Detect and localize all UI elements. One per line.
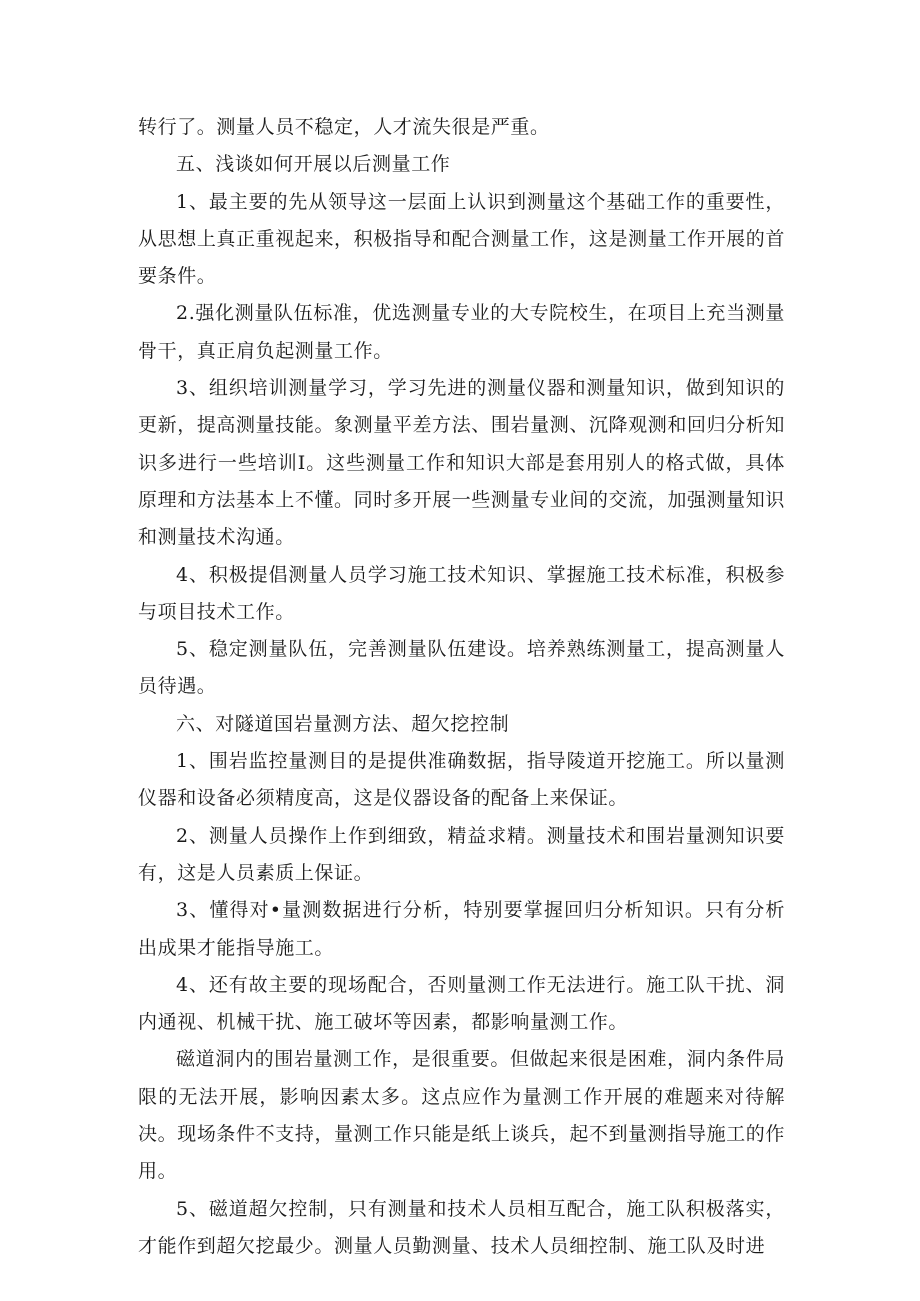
paragraph: 4、还有故主要的现场配合，否则量测工作无法进行。施工队干扰、洞内通视、机械干扰、施工破坏等因素，都影响量测工作。 xyxy=(138,973,785,1034)
paragraph: 3、懂得对•量测数据进行分析，特别要掌握回归分析知识。只有分析出成果才能指导施工。 xyxy=(138,899,785,959)
document-body xyxy=(138,109,785,1265)
paragraph: 3、组织培训测量学习，学习先进的测量仪器和测量知识，做到知识的更新，提高测量技能。象测量平差方法、围岩量测、沉降观测和回归分析知识多进行一些培训I。这些测量工作和知识大部是套用别人的格式做，具体原理和方法基本上不懂。同时多开展一些测量专业间的交流，加强测量知识和测量技术沟通。 xyxy=(138,377,785,549)
paragraph: 2.强化测量队伍标准，优选测量专业的大专院校生，在项目上充当测量骨干，真正肩负起测量工作。 xyxy=(138,302,785,362)
paragraph: 5、稳定测量队伍，完善测量队伍建设。培养熟练测量工，提高测量人员待遇。 xyxy=(138,638,785,698)
paragraph: 1、围岩监控量测目的是提供准确数据，指导陵道开挖施工。所以量测仪器和设备必须精度高，这是仪器设备的配备上来保证。 xyxy=(138,750,785,810)
section-heading-5: 五、浅谈如何开展以后测量工作 xyxy=(176,153,451,176)
paragraph: 转行了。测量人员不稳定，人才流失很是严重。 xyxy=(138,116,550,138)
paragraph: 磁道洞内的围岩量测工作，是很重要。但做起来很是困难，洞内条件局限的无法开展，影响因素太多。这点应作为量测工作开展的难题来对待解决。现场条件不支持，量测工作只能是纸上谈兵，起不到量测指导施工的作用。 xyxy=(138,1048,785,1183)
paragraph: 4、积极提倡测量人员学习施工技术知识、掌握施工技术标准，积极参与项目技术工作。 xyxy=(138,563,785,623)
paragraph: 1、最主要的先从领导这一层面上认识到测量这个基础工作的重要性，从思想上真正重视起来，积极指导和配合测量工作，这是测量工作开展的首要条件。 xyxy=(138,190,785,288)
section-heading-6: 六、对隧道国岩量测方法、超欠挖控制 xyxy=(176,712,510,735)
paragraph: 2、测量人员操作上作到细致，精益求精。测量技术和围岩量测知识要有，这是人员素质上保证。 xyxy=(138,824,785,884)
paragraph: 5、磁道超欠控制，只有测量和技术人员相互配合，施工队积极落实，才能作到超欠挖最少。测量人员勤测量、技术人员细控制、施工队及时进 xyxy=(138,1197,785,1257)
